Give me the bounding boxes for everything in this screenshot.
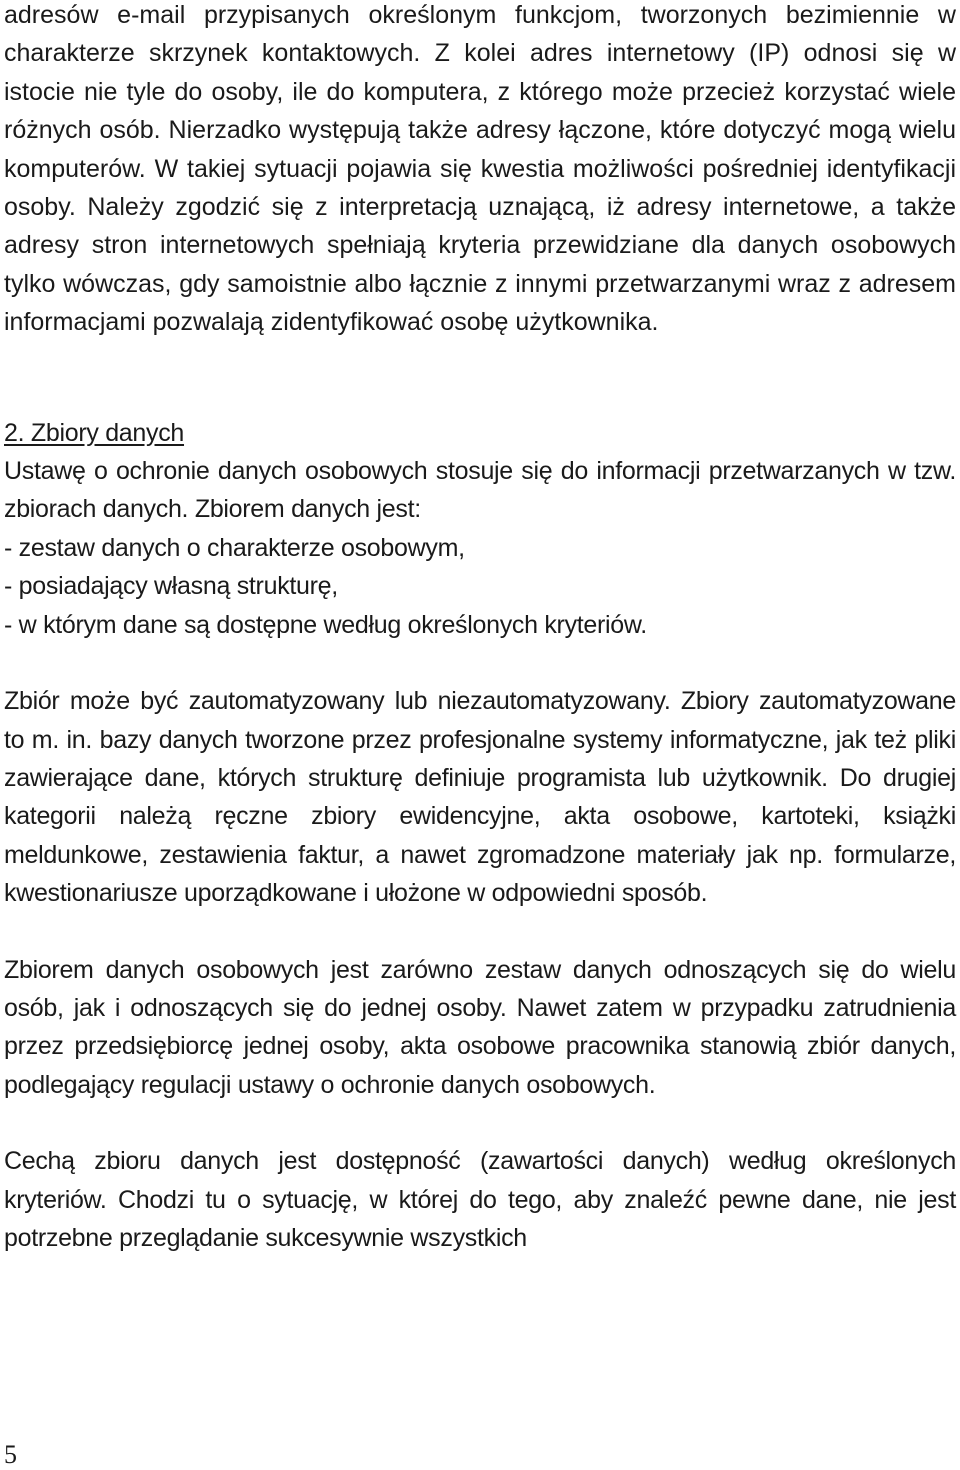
intro-text-part3: Należy zgodzić się z interpretacją uznającą, iż adresy internetowe, a także adresy stron internetowych spełniają kryteria przewidziane dla danych osobowych tylko wówczas, gdy samoistnie albo łącznie z innymi przetwarzanymi wraz z adresem informacjami pozwalają zidentyfikować osobę użytkownika. xyxy=(4,193,956,337)
intro-paragraph xyxy=(4,0,956,342)
intro-text-part2: W takiej sytuacji pojawia się kwestia możliwości pośredniej identyfikacji osoby. xyxy=(4,154,956,222)
intro-text-part1: adresów e-mail przypisanych określonym funkcjom, tworzonych bezimiennie w charakterze skrzynek kontaktowych. Z kolei adres internetowy (IP) odnosi się w istocie nie tyle do osoby, ile do komputera, z którego może przecież korzystać wiele różnych osób. Nierzadko występują także adresy łączone, które dotyczyć mogą wielu komputerów. xyxy=(4,1,956,183)
section-intro-paragraph: Ustawę o ochronie danych osobowych stosuje się do informacji przetwarzanych w tzw. zbiorach danych. Zbiorem danych jest: xyxy=(4,457,956,524)
automation-paragraph: Zbiór może być zautomatyzowany lub niezautomatyzowany. Zbiory zautomatyzowane to m. in. bazy danych tworzone przez profesjonalne systemy informatyczne, jak też pliki zawierające dane, których strukturę definiuje programista lub użytkownik. Do drugiej kategorii należą ręczne zbiory ewidencyjne, akta osobowe, kartoteki, książki meldunkowe, zestawienia faktur, a nawet zgromadzone materiały jak np. formularze, kwestionariusze uporządkowane i ułożone w odpowiedni sposób. xyxy=(4,687,956,908)
personal-data-set-paragraph: Zbiorem danych osobowych jest zarówno zestaw danych odnoszących się do wielu osób, jak i odnoszących się do jednej osoby. Nawet zatem w przypadku zatrudnienia przez przedsiębiorcę jednej osoby, akta osobowe pracownika stanowią zbiór danych, podlegający regulacji ustawy o ochronie danych osobowych. xyxy=(4,955,956,1099)
list-item: - posiadający własną strukturę, xyxy=(4,572,338,601)
document-page xyxy=(4,0,956,1257)
page-number: 5 xyxy=(4,1440,17,1469)
accessibility-paragraph: Cechą zbioru danych jest dostępność (zawartości danych) według określonych kryteriów. Chodzi tu o sytuację, w której do tego, aby znaleźć pewne dane, nie jest potrzebne przeglądanie sukcesywnie wszystkich xyxy=(4,1147,956,1252)
list-item: - w którym dane są dostępne według określonych kryteriów. xyxy=(4,610,647,639)
list-item: - zestaw danych o charakterze osobowym, xyxy=(4,533,465,562)
section-heading: 2. Zbiory danych xyxy=(4,418,185,447)
